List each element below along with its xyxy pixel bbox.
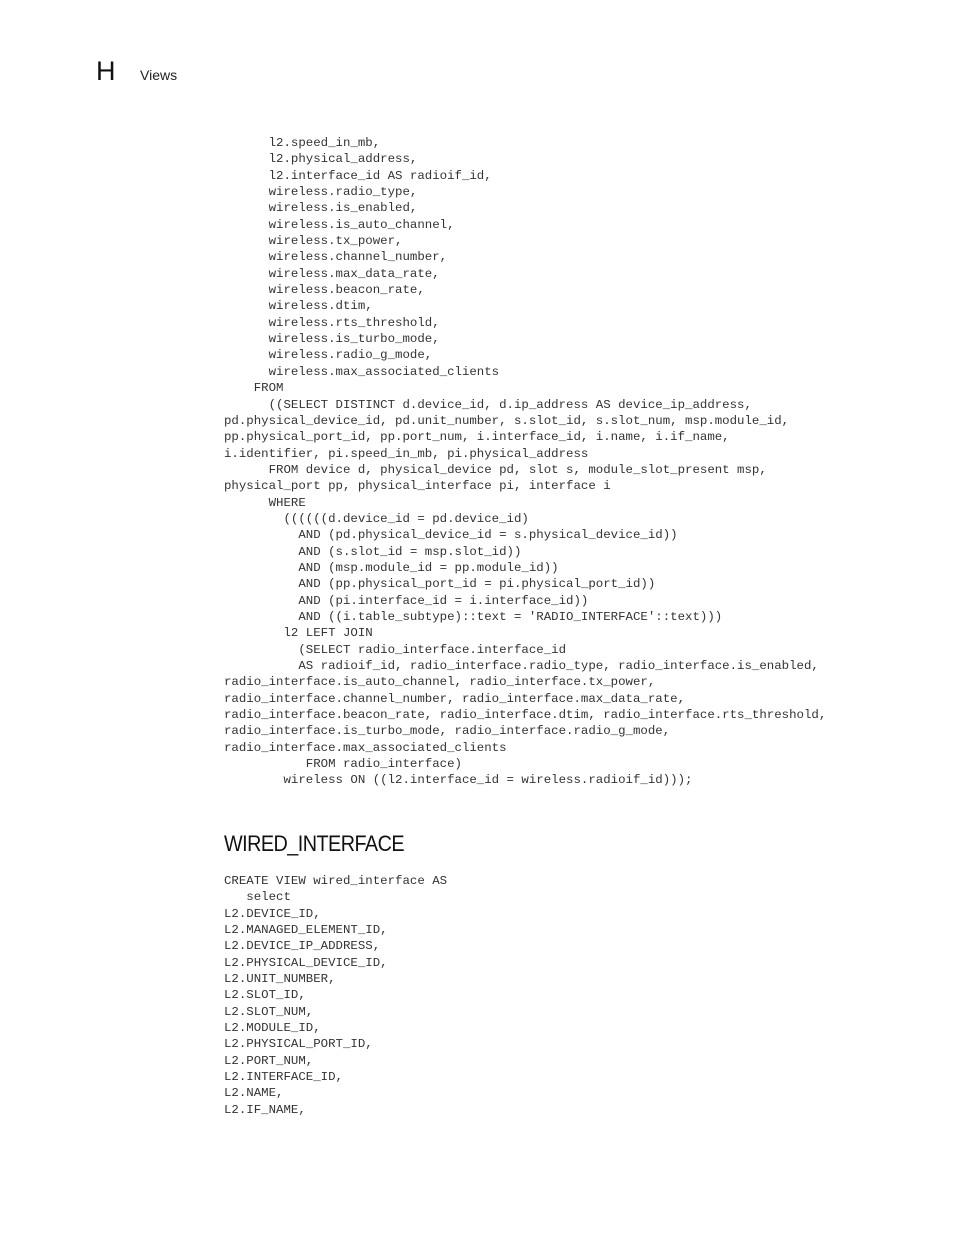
code-line: L2.MODULE_ID, bbox=[224, 1021, 321, 1036]
code-line: l2.interface_id AS radioif_id, bbox=[224, 168, 492, 183]
code-line: ((((((d.device_id = pd.device_id) bbox=[224, 511, 529, 526]
code-line: L2.MANAGED_ELEMENT_ID, bbox=[224, 923, 388, 938]
code-line: AND ((i.table_subtype)::text = 'RADIO_INTERFACE'::text))) bbox=[224, 609, 723, 624]
code-line: wireless.max_data_rate, bbox=[224, 266, 440, 281]
code-line: wireless.radio_type, bbox=[224, 185, 418, 200]
code-line: L2.DEVICE_IP_ADDRESS, bbox=[224, 939, 381, 954]
code-line: wireless.is_auto_channel, bbox=[224, 217, 455, 232]
code-line: radio_interface.is_auto_channel, radio_interface.tx_power, bbox=[224, 675, 656, 690]
code-line: L2.SLOT_ID, bbox=[224, 988, 306, 1003]
code-line: AS radioif_id, radio_interface.radio_type, radio_interface.is_enabled, bbox=[224, 659, 819, 673]
code-line: ((SELECT DISTINCT d.device_id, d.ip_address AS device_ip_address, bbox=[224, 397, 752, 412]
code-line: L2.DEVICE_ID, bbox=[224, 906, 321, 921]
code-listing-wired-interface bbox=[224, 873, 447, 1118]
code-line: wireless.beacon_rate, bbox=[224, 283, 425, 298]
code-line: radio_interface.channel_number, radio_interface.max_data_rate, bbox=[224, 691, 686, 706]
code-line: i.identifier, pi.speed_in_mb, pi.physical_address bbox=[224, 446, 589, 461]
code-line: AND (pi.interface_id = i.interface_id)) bbox=[224, 593, 589, 608]
code-line: CREATE VIEW wired_interface AS bbox=[224, 874, 448, 888]
code-line: wireless.radio_g_mode, bbox=[224, 348, 433, 363]
code-line: wireless.rts_threshold, bbox=[224, 315, 440, 330]
code-line: (SELECT radio_interface.interface_id bbox=[224, 642, 567, 657]
code-line: wireless.tx_power, bbox=[224, 234, 403, 249]
code-line: FROM bbox=[224, 381, 284, 396]
section-heading: WIRED_INTERFACE bbox=[224, 831, 405, 856]
appendix-letter: H bbox=[96, 56, 116, 86]
code-line: L2.UNIT_NUMBER, bbox=[224, 972, 336, 987]
code-line: FROM device d, physical_device pd, slot s, module_slot_present msp, bbox=[224, 462, 767, 477]
code-line: radio_interface.is_turbo_mode, radio_interface.radio_g_mode, bbox=[224, 724, 671, 739]
page-header bbox=[96, 56, 177, 86]
code-line: WHERE bbox=[224, 495, 306, 510]
code-line: wireless.channel_number, bbox=[224, 250, 448, 265]
code-line: FROM radio_interface) bbox=[224, 757, 462, 772]
code-line: AND (msp.module_id = pp.module_id)) bbox=[224, 560, 559, 575]
code-line: select bbox=[224, 890, 291, 905]
code-line: AND (s.slot_id = msp.slot_id)) bbox=[224, 544, 522, 559]
code-line: L2.INTERFACE_ID, bbox=[224, 1070, 343, 1085]
code-line: physical_port pp, physical_interface pi, interface i bbox=[224, 479, 611, 494]
code-line: wireless.is_enabled, bbox=[224, 201, 418, 216]
section-title: Views bbox=[140, 67, 178, 83]
code-line: L2.NAME, bbox=[224, 1086, 284, 1101]
code-line: wireless.is_turbo_mode, bbox=[224, 332, 440, 347]
code-line: AND (pd.physical_device_id = s.physical_device_id)) bbox=[224, 528, 678, 543]
code-line: l2 LEFT JOIN bbox=[224, 626, 373, 641]
code-line: l2.speed_in_mb, bbox=[224, 136, 381, 150]
code-line: radio_interface.max_associated_clients bbox=[224, 740, 507, 755]
code-line: pd.physical_device_id, pd.unit_number, s.slot_id, s.slot_num, msp.module_id, bbox=[224, 413, 790, 428]
code-line: radio_interface.beacon_rate, radio_interface.dtim, radio_interface.rts_threshold, bbox=[224, 708, 827, 723]
code-line: L2.PHYSICAL_PORT_ID, bbox=[224, 1037, 373, 1052]
code-line: L2.PORT_NUM, bbox=[224, 1053, 314, 1068]
code-line: L2.IF_NAME, bbox=[224, 1102, 306, 1117]
code-line: wireless.max_associated_clients bbox=[224, 364, 500, 379]
code-line: wireless ON ((l2.interface_id = wireless.radioif_id))); bbox=[224, 773, 693, 788]
code-line: L2.SLOT_NUM, bbox=[224, 1004, 314, 1019]
code-line: L2.PHYSICAL_DEVICE_ID, bbox=[224, 955, 388, 970]
code-line: AND (pp.physical_port_id = pi.physical_port_id)) bbox=[224, 577, 656, 592]
code-line: wireless.dtim, bbox=[224, 299, 373, 314]
code-line: pp.physical_port_id, pp.port_num, i.interface_id, i.name, i.if_name, bbox=[224, 430, 730, 445]
code-line: l2.physical_address, bbox=[224, 152, 418, 167]
code-listing-radio-interface bbox=[224, 135, 826, 789]
